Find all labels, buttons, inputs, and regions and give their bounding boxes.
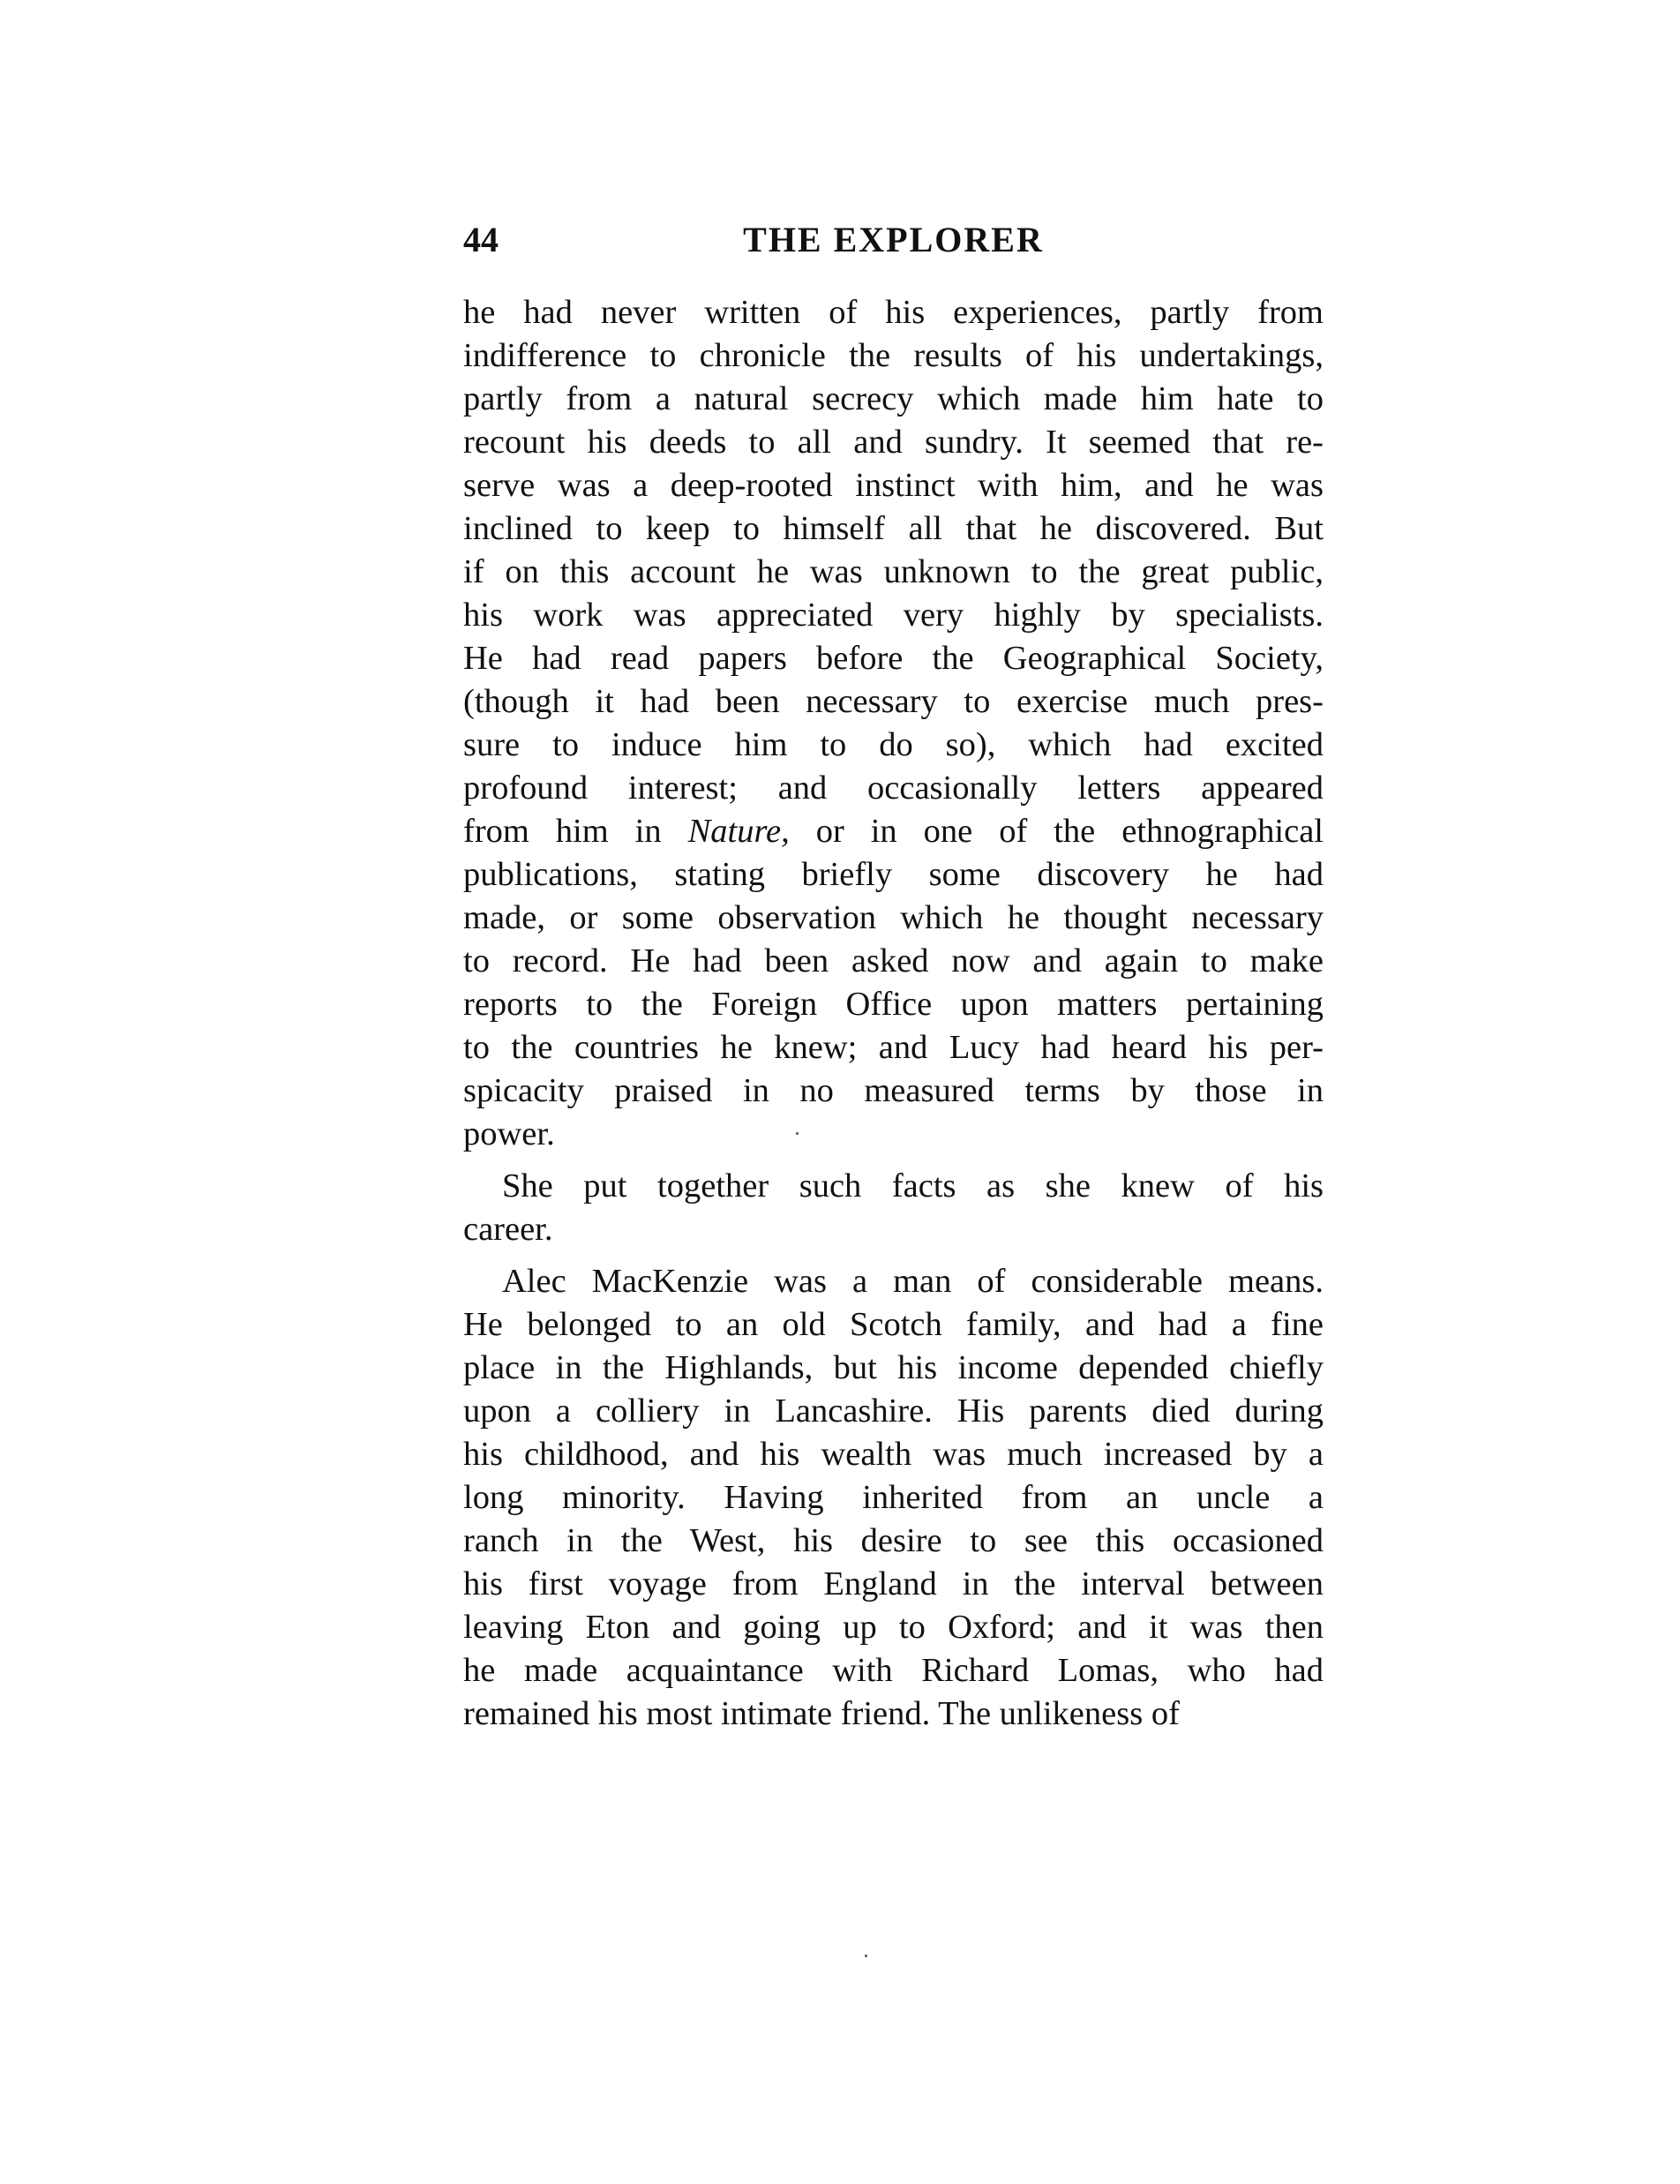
text-line: from him in Nature, or in one of the ethnographical: [463, 813, 1324, 850]
text-line: ranch in the West, his desire to see this occasioned: [463, 1522, 1324, 1559]
text-line: his work was appreciated very highly by specialists.: [463, 597, 1324, 634]
text-line: place in the Highlands, but his income depended chiefly: [463, 1349, 1324, 1386]
text-line: She put together such facts as she knew of his: [502, 1167, 1324, 1205]
text-line: reports to the Foreign Office upon matters pertaining: [463, 986, 1324, 1023]
text-line: upon a colliery in Lancashire. His parents died during: [463, 1392, 1324, 1430]
paragraph: [463, 291, 1324, 1156]
print-speck: [865, 1955, 867, 1957]
text-line: indifference to chronicle the results of his undertakings,: [463, 337, 1324, 374]
text-line: power.: [463, 1115, 555, 1152]
page-header: [463, 219, 1324, 272]
text-line: profound interest; and occasionally letters appeared: [463, 769, 1324, 807]
text-line: Alec MacKenzie was a man of considerable means.: [502, 1263, 1324, 1300]
text-line: partly from a natural secrecy which made him hate to: [463, 380, 1324, 417]
text-line: he made acquaintance with Richard Lomas, who had: [463, 1652, 1324, 1689]
text-line: career.: [463, 1211, 553, 1248]
text-line: (though it had been necessary to exercise much pres-: [463, 683, 1324, 720]
text-line: serve was a deep-rooted instinct with him, and he was: [463, 467, 1324, 504]
text-line: He belonged to an old Scotch family, and had a fine: [463, 1306, 1324, 1343]
paragraph: [463, 1165, 1324, 1251]
text-line: he had never written of his experiences, partly from: [463, 294, 1324, 331]
running-title: THE EXPLORER: [743, 220, 1044, 259]
text-line: remained his most intimate friend. The unlikeness of: [463, 1695, 1180, 1732]
text-line: made, or some observation which he thought necessary: [463, 899, 1324, 936]
text-line: publications, stating briefly some discovery he had: [463, 856, 1324, 893]
text-line: his first voyage from England in the interval between: [463, 1565, 1324, 1602]
page-number: 44: [463, 220, 499, 259]
paragraph-gap: [463, 1251, 1324, 1260]
body-text: [463, 291, 1324, 1736]
text-line: to the countries he knew; and Lucy had heard his per-: [463, 1029, 1324, 1066]
text-line: his childhood, and his wealth was much increased by a: [463, 1436, 1324, 1473]
print-speck: [796, 1132, 799, 1135]
italic-title: Nature,: [687, 813, 790, 850]
text-line: inclined to keep to himself all that he discovered. But: [463, 510, 1324, 547]
text-line: recount his deeds to all and sundry. It seemed that re-: [463, 424, 1324, 461]
text-line: long minority. Having inherited from an uncle a: [463, 1479, 1324, 1516]
text-line: to record. He had been asked now and again to make: [463, 942, 1324, 979]
text-line: He had read papers before the Geographical Society,: [463, 640, 1324, 677]
paragraph: [463, 1260, 1324, 1736]
text-line: leaving Eton and going up to Oxford; and it was then: [463, 1609, 1324, 1646]
text-line: sure to induce him to do so), which had excited: [463, 726, 1324, 763]
paragraph-gap: [463, 1156, 1324, 1165]
text-line: if on this account he was unknown to the great public,: [463, 553, 1324, 590]
text-line: spicacity praised in no measured terms by those in: [463, 1072, 1324, 1109]
